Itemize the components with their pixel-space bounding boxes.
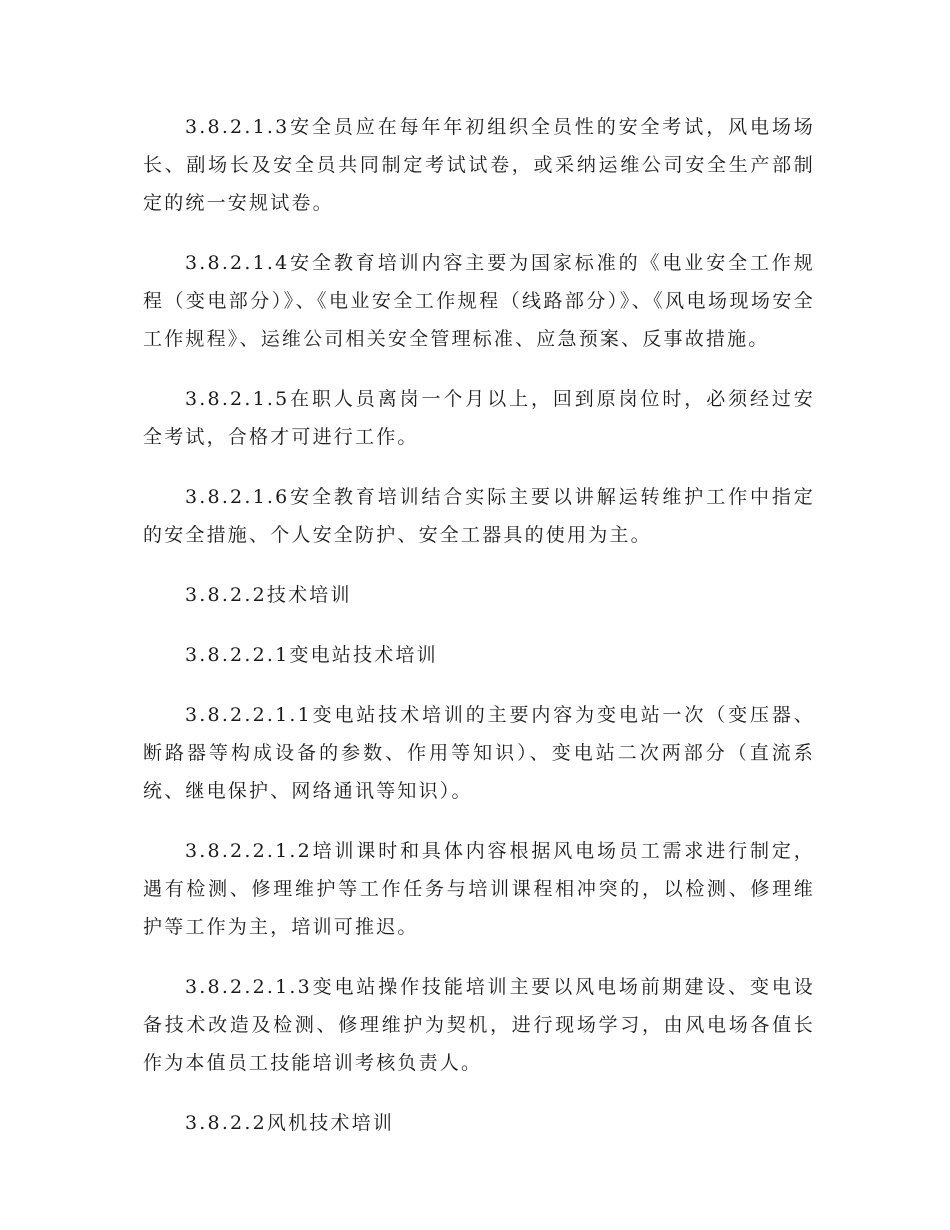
paragraph-3-8-2-1-6: 3.8.2.1.6安全教育培训结合实际主要以讲解运转维护工作中指定的安全措施、个人安全防护、安全工器具的使用为主。 [143,486,815,546]
heading-3-8-2-2-fan: 3.8.2.2风机技术培训 [185,1112,395,1134]
heading-3-8-2-2: 3.8.2.2技术培训 [185,584,352,606]
paragraph-3-8-2-1-3: 3.8.2.1.3安全员应在每年年初组织全员性的安全考试，风电场场长、副场长及安全员共同制定考试试卷，或采纳运维公司安全生产部制定的统一安规试卷。 [143,116,815,214]
paragraph-3-8-2-1-4: 3.8.2.1.4安全教育培训内容主要为国家标准的《电业安全工作规程（变电部分）》、《电业安全工作规程（线路部分）》、《风电场现场安全工作规程》、运维公司相关安全管理标准、应急预案、反事故措施。 [143,252,815,350]
paragraph-3-8-2-2-1-3: 3.8.2.2.1.3变电站操作技能培训主要以风电场前期建设、变电设备技术改造及检测、修理维护为契机，进行现场学习，由风电场各值长作为本值员工技能培训考核负责人。 [143,976,815,1074]
paragraph-3-8-2-1-5: 3.8.2.1.5在职人员离岗一个月以上，回到原岗位时，必须经过安全考试，合格才可进行工作。 [143,388,815,448]
heading-3-8-2-2-1: 3.8.2.2.1变电站技术培训 [185,644,438,666]
document-body [143,108,815,1164]
paragraph-3-8-2-2-1-1: 3.8.2.2.1.1变电站技术培训的主要内容为变电站一次（变压器、断路器等构成设备的参数、作用等知识）、变电站二次两部分（直流系统、继电保护、网络通讯等知识）。 [143,704,815,802]
paragraph-3-8-2-2-1-2: 3.8.2.2.1.2培训课时和具体内容根据风电场员工需求进行制定，遇有检测、修理维护等工作任务与培训课程相冲突的，以检测、修理维护等工作为主，培训可推迟。 [143,840,815,938]
